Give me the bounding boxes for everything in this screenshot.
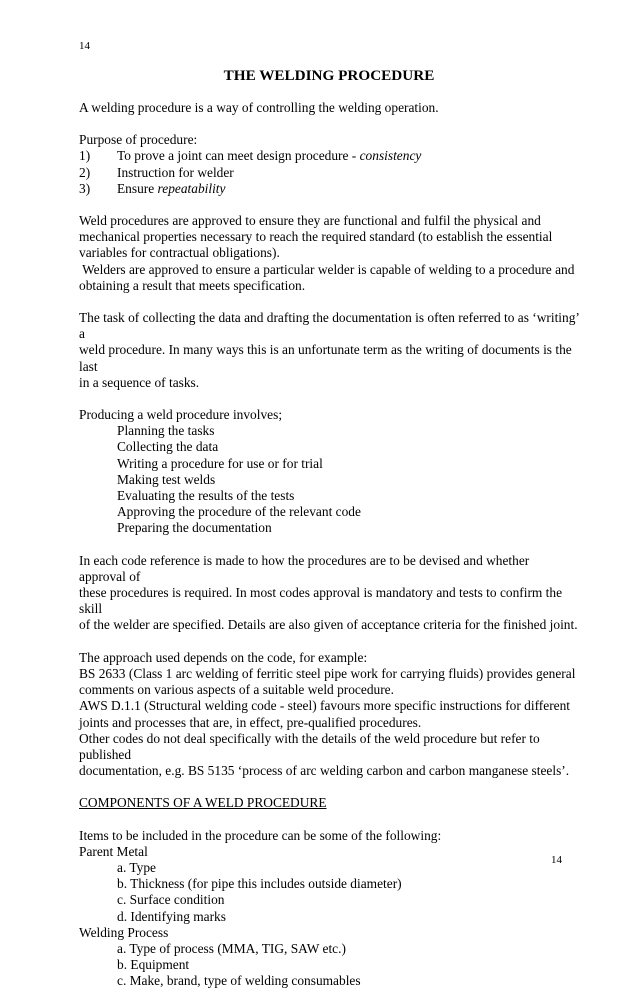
list-item: Preparing the documentation [117, 520, 272, 536]
producing-heading: Producing a weld procedure involves; [79, 407, 283, 423]
page-title: THE WELDING PROCEDURE [223, 67, 435, 84]
list-item: Writing a procedure for use or for trial [117, 455, 323, 471]
text-line: weld procedure. In many ways this is an unfortunate term as the writing of documents is the last [79, 342, 572, 374]
parent-metal-label: Parent Metal [79, 843, 148, 859]
list-item: Collecting the data [117, 439, 219, 455]
list-item: d. Identifying marks [117, 908, 226, 924]
text-line: documentation, e.g. BS 5135 ‘process of arc welding carbon and carbon manganese steels’. [79, 763, 570, 779]
list-item: b. Thickness (for pipe this includes outside diameter) [117, 876, 402, 892]
list-item: a. Type of process (MMA, TIG, SAW etc.) [117, 940, 346, 956]
components-heading: COMPONENTS OF A WELD PROCEDURE [79, 795, 327, 811]
producing-steps-list [79, 423, 579, 536]
text-line: joints and processes that are, in effect, pre-qualified procedures. [79, 714, 422, 730]
approval-paragraph [79, 213, 579, 294]
list-item: b. Equipment [117, 957, 190, 973]
purpose-heading: Purpose of procedure: [79, 132, 198, 148]
purpose-item-number: 1) [79, 148, 91, 164]
purpose-item-text: Ensure [117, 180, 158, 196]
purpose-item-number: 2) [79, 164, 91, 180]
text-line: these procedures is required. In most codes approval is mandatory and tests to confirm the skill [79, 585, 563, 617]
list-item: Evaluating the results of the tests [117, 488, 295, 504]
text-line: in a sequence of tasks. [79, 374, 200, 390]
document-body [79, 66, 579, 990]
text-line: obtaining a result that meets specification. [79, 277, 306, 293]
purpose-item [79, 165, 579, 181]
purpose-item-text: To prove a joint can meet design procedure - [117, 148, 360, 164]
text-line: comments on various aspects of a suitable weld procedure. [79, 682, 394, 698]
text-line: AWS D.1.1 (Structural welding code - steel) favours more specific instructions for different [79, 698, 571, 714]
purpose-item [79, 181, 579, 197]
components-intro: Items to be included in the procedure can be some of the following: [79, 827, 442, 843]
text-line: In each code reference is made to how the procedures are to be devised and whether approval of [79, 552, 530, 584]
list-item: Planning the tasks [117, 423, 215, 439]
text-line: BS 2633 (Class 1 arc welding of ferritic steel pipe work for carrying fluids) provides general [79, 665, 576, 681]
text-line: of the welder are specified. Details are also given of acceptance criteria for the finished joint. [79, 617, 578, 633]
text-line: variables for contractual obligations). [79, 245, 280, 261]
purpose-item [79, 148, 579, 164]
text-line: The approach used depends on the code, for example: [79, 649, 368, 665]
purpose-item-emphasis: repeatability [157, 180, 226, 196]
welding-process-list [79, 941, 579, 990]
approach-paragraph [79, 650, 579, 780]
text-line: Welders are approved to ensure a particular welder is capable of welding to a procedure and [79, 261, 575, 277]
text-line: mechanical properties necessary to reach the required standard (to establish the essential [79, 229, 553, 245]
text-line: Other codes do not deal specifically with the details of the weld procedure but refer to published [79, 730, 540, 762]
parent-metal-list [79, 860, 579, 925]
page-number-bottom: 14 [551, 854, 562, 866]
list-item: a. Type [117, 859, 156, 875]
text-line: Weld procedures are approved to ensure they are functional and fulfil the physical and [79, 213, 541, 229]
list-item: Approving the procedure of the relevant code [117, 504, 361, 520]
codes-paragraph [79, 553, 579, 634]
page-number-top: 14 [79, 40, 90, 52]
purpose-item-emphasis: consistency [359, 148, 422, 164]
list-item: c. Surface condition [117, 892, 225, 908]
text-line: The task of collecting the data and drafting the documentation is often referred to as ‘writing’ a [79, 310, 579, 342]
task-paragraph [79, 310, 579, 391]
intro-paragraph: A welding procedure is a way of controlling the welding operation. [79, 100, 439, 115]
purpose-item-text: Instruction for welder [117, 164, 234, 180]
list-item: Making test welds [117, 471, 216, 487]
purpose-item-number: 3) [79, 180, 91, 196]
welding-process-label: Welding Process [79, 924, 169, 940]
list-item: c. Make, brand, type of welding consumables [117, 973, 361, 989]
